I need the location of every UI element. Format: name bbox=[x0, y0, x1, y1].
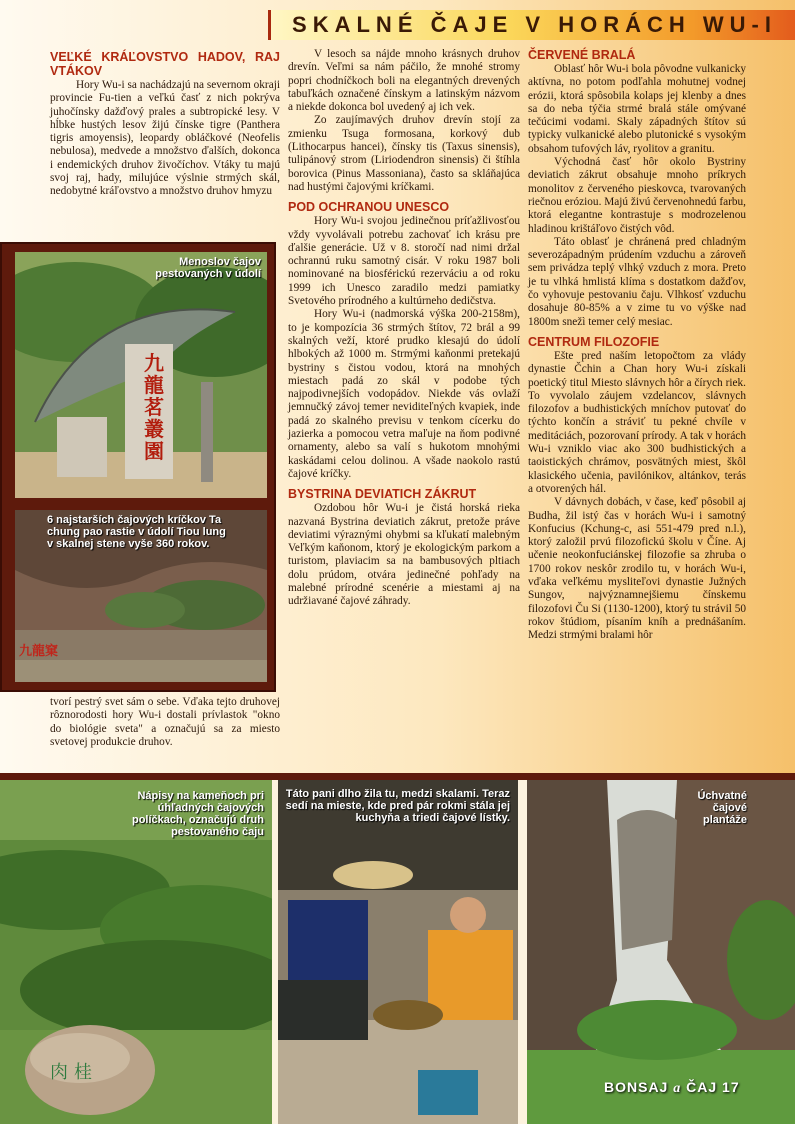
paragraph: Hory Wu-i (nadmorská výška 200-2158m), to je kompozícia 36 strmých štítov, 72 brál a 99 skalných veží, ktoré prudko klesajú do údolí hlbokých až 1000 m. Strmými kaňonmi pretekajú bystriny s čistou vodou, ktorá na mnohých miestach padá zo skál v podobe tých najpodivnejších vodopádov. Niekde vás ovlaží jemnučký závoj temer neviditeľných kvapiek, inde padá zo skalného previsu v tenkom cícerku do jazierka a pomocou vetra maľuje na ňom podivné ornamenty, alebo sa valí s hukotom mnohými kaskádami celou dolinou. A všade naokolo rastú čajové kríčky. bbox=[288, 308, 520, 480]
caption-najstarsie-kricky: 6 najstarších čajových kríčkov Ta chung pao rastie v údolí Tiou lung v skalnej stene vyše 360 rokov. bbox=[47, 514, 226, 550]
paragraph: Hory Wu-i svojou jedinečnou príťažlivosťou vždy vyvolávali potrebu zachovať ich krásu pre ďalšie generácie. Už v 8. storočí nad nimi držal ochrannú ruku samotný cisár. V roku 1987 boli nominované na biosférickú rezerváciu a od roku 1999 ich Unesco zaradilo medzi pamiatky Svetového prírodného a kultúrneho dedičstva. bbox=[288, 215, 520, 308]
caption-pani: Táto pani dlho žila tu, medzi skalami. Teraz sedí na mieste, kde pred pár rokmi stála jej kuchyňa a triedi čajové lístky. bbox=[285, 788, 510, 824]
page-title: SKALNÉ ČAJE V HORÁCH WU-I bbox=[292, 12, 777, 37]
paragraph: Ozdobou hôr Wu-i je čistá horská rieka nazvaná Bystrina deviatich zákrut, pretože práve deviatimi výraznými ohybmi sa kľukatí malebným Veľkým kaňonom, ktorý je ekologickým parkom a turistom, plaviacim sa na bambusových pltiach dolu prúdom, otvára jedinečné pohľady na malebné prírodné scenérie a miestami aj na udržiavané čajové záhrady. bbox=[288, 502, 520, 608]
heading-kralovstvo-hadov: VEĽKÉ KRÁĽOVSTVO HADOV, RAJ VTÁKOV bbox=[50, 50, 280, 78]
heading-centrum-filozofie: CENTRUM FILOZOFIE bbox=[528, 334, 660, 349]
paragraph: V dávnych dobách, v čase, keď pôsobil aj Budha, žil istý čas v horách Wu-i i samotný Konfucius (Kchung-c, asi 551-479 pred n.l.), ktorý založil prvú filozofickú školu v Číne. Aj učenie neokonfuciánskej filozofie sa zhruba o 1700 rokov neskôr zrodilo tu, v horách Wu-i, vďaka veľkému mysliteľovi dynastie Južných Sungov, najvýznamnejšiemu čínskemu filozofovi Ču Si (1130-1200), ktorý tu strávil 50 rokov štúdiom, písaním kníh a prednášaním. Medzi strmými bralami hôr bbox=[528, 496, 746, 642]
page-number: 17 bbox=[722, 1079, 740, 1095]
photo-tea-fields-stone bbox=[0, 780, 272, 1124]
paragraph: Oblasť hôr Wu-i bola pôvodne vulkanicky aktívna, no potom podľahla mohutnej vodnej erózii, ktorá spôsobila kolaps jej klenby a dnes sa do neba týčia strmé bralá stále omývané tečúcimi vodami. Skaly západných štítov sú typicky vulkanické alebo plutonické s vysokým obsahom tufových láv, ryolitov a granitu. bbox=[528, 63, 746, 155]
stone-inscription: 九龍茗叢園 bbox=[144, 351, 164, 463]
stone-inscription-rou-gui: 肉桂 bbox=[50, 1062, 98, 1083]
paragraph: Východná časť hôr okolo Bystriny deviatich zákrut obsahuje mnoho príkrych monolitov z červeného pieskovca, tvarovaných riečnou eróziou. Majú živú červenohnedú farbu, ktorá elegantne kontrastuje s modrozelenou hladinou krištáľovo čistých vôd. bbox=[528, 156, 747, 235]
heading-unesco: POD OCHRANOU UNESCO bbox=[288, 200, 450, 215]
photo-oldest-bushes bbox=[15, 510, 267, 682]
paragraph: Hory Wu-i sa nachádzajú na severnom okraji provincie Fu-tien a veľkú časť z nich pokrýva juhočínsky dažďový prales a subtropické lesy. V hĺbke hustých lesov žijú čínske tigre (Panthera tigris amoyensis), leopardy obláčkové (Neofelis nebulosa), medvede a množstvo ďalších, dokonca i endemických druhov živočíchov. Vtáky tu majú svoj raj, hady, milujúce výslnie strmých skál, nedobytné kráľovstvo a množstvo druhov hmyzu bbox=[50, 79, 280, 198]
heading-bystrina: BYSTRINA DEVIATICH ZÁKRUT bbox=[288, 487, 477, 502]
footer bbox=[604, 1079, 740, 1097]
paragraph: Zo zaujímavých druhov drevín stojí za zmienku Tsuga formosana, korkový dub (Lithocarpus hancei), čínsky tis (Taxus sinensis), tulipánový strom (Liriodendron sinensis) či štíhla borovica (Pinus Massoniana), často sa skláňajúca nad hustými čajovými kríčkami. bbox=[288, 114, 520, 193]
paragraph: tvorí pestrý svet sám o sebe. Vďaka tejto druhovej rôznorodosti hory Wu-i dostali prívlastok "okno do biológie sveta" a označujú sa za miesto svetovej produkcie druhov. bbox=[50, 696, 280, 748]
column-3 bbox=[528, 46, 746, 642]
cliff-inscription: 九龍窠 bbox=[19, 644, 59, 659]
bottom-divider bbox=[0, 773, 795, 780]
caption-napisy: Nápisy na kameňoch pri úhľadných čajových políčkach, označujú druh pestovaného čaju bbox=[131, 790, 264, 838]
photo-canyon-illustration bbox=[527, 780, 795, 1124]
column-1 bbox=[50, 48, 280, 199]
footer-magazine: BONSAJ bbox=[604, 1079, 669, 1095]
heading-cervene-brala: ČERVENÉ BRALÁ bbox=[528, 48, 636, 62]
paragraph: Táto oblasť je chránená pred chladným severozápadným prúdením vzduchu a zároveň sem privádza teplý vlhký vzduch z mora. Preto je tu vlhká hmlistá klíma s dostatkom dažďov, čo vyhovuje pestovaniu čaju. Vlhkosť vzduchu dosahuje 80-85% a v zime tu vo výške nad 1800m snežì temer celý mesiac. bbox=[528, 235, 746, 328]
title-bar bbox=[268, 10, 795, 40]
photo-women-illustration bbox=[278, 780, 518, 1124]
caption-menoslov: Menoslov čajov pestovaných v údolí bbox=[155, 256, 261, 280]
footer-a: a bbox=[673, 1081, 682, 1096]
column-1-continued bbox=[50, 696, 280, 749]
photo-plantations bbox=[527, 780, 795, 1124]
paragraph: V lesoch sa nájde mnoho krásnych druhov drevín. Veľmi sa nám páčilo, že mnohé stromy popri chodníčkoch boli na elegantných drevených tabuľkách označené čínskym a latinským názvom a niekde dokonca bol uvedený aj ich vek. bbox=[288, 48, 520, 114]
photo-sorting-tea bbox=[278, 780, 518, 1124]
photo-tea-name-stone bbox=[15, 252, 267, 498]
column-2 bbox=[288, 48, 520, 609]
caption-uchvatne: Úchvatné čajové plantáže bbox=[697, 790, 747, 826]
footer-caj: ČAJ bbox=[686, 1079, 718, 1095]
paragraph: Ešte pred naším letopočtom za vlády dynastie Čchin a Chan hory Wu-i získali poetický titul Miesto slávnych hôr a čírych riek. To vyvolalo záujem vzdelancov, slávnych filozofov a budhistických mníchov putovať do týchto končín a stráviť tu pekné chvíle v meditáciách, pozorovaní prírody. A tak v horách Wu-i vzniklo viac ako 300 budhistických a taoistických chrámov, posvätných miest, škôl klasického učenia, pavilónikov, altánkov, terás a otvorených hál. bbox=[528, 349, 746, 495]
